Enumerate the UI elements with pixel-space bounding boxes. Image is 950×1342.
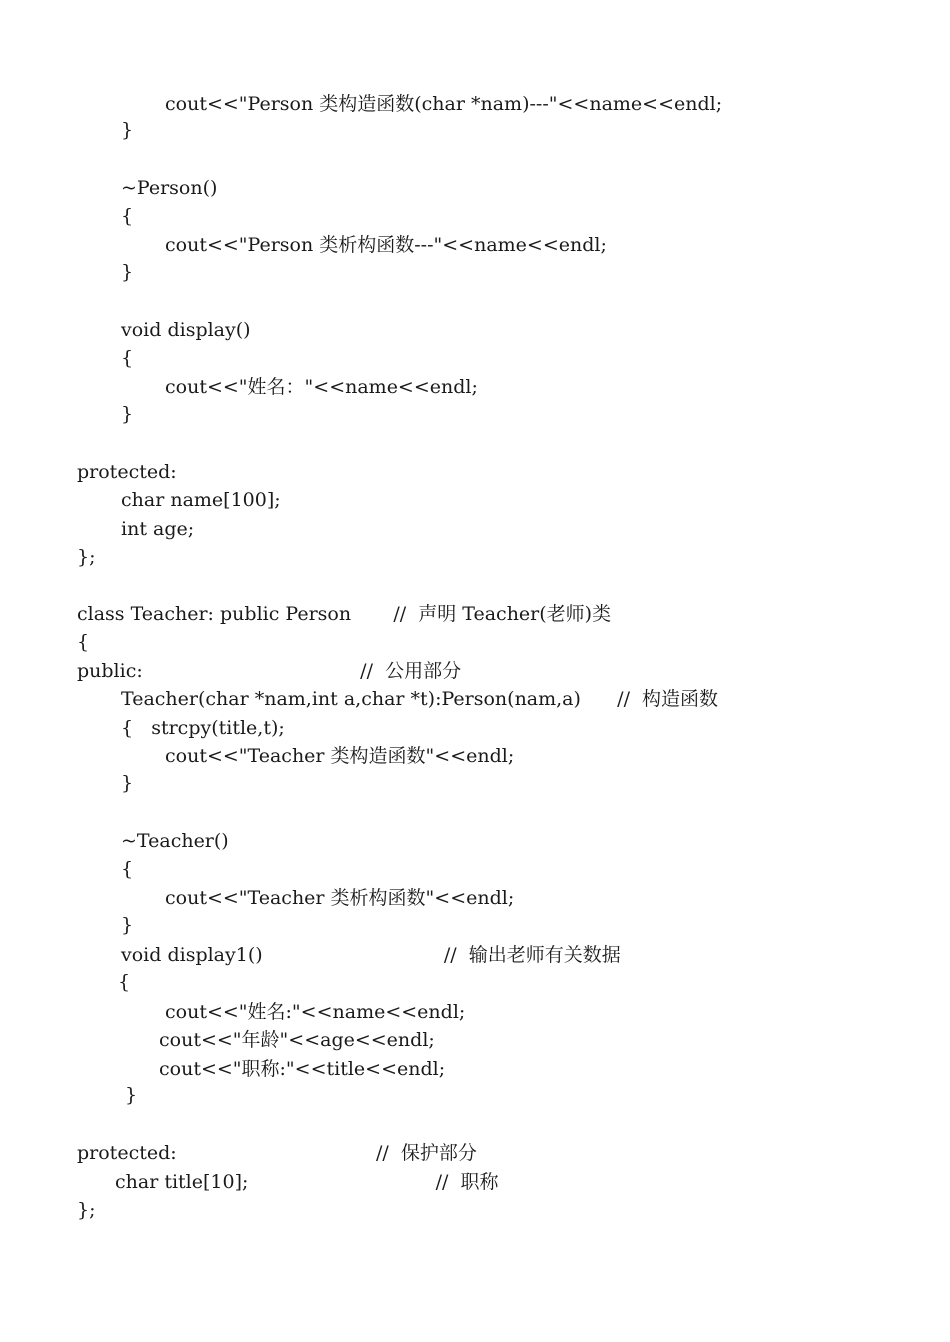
code-line: char name[100]; (121, 489, 281, 511)
code-line: Teacher(char *nam,int a,char *t):Person(nam,a) // 构造函数 (121, 688, 719, 710)
code-line: { (118, 971, 131, 993)
code-line: { (121, 347, 134, 369)
code-line: char title[10]; // 职称 (115, 1171, 499, 1193)
code-line: cout<<"Person 类构造函数(char *nam)---"<<name<<endl; (165, 93, 723, 115)
code-line: ~Teacher() (121, 830, 229, 852)
code-line: protected: (77, 461, 177, 483)
code-line: cout<<"Teacher 类构造函数"<<endl; (165, 745, 515, 767)
code-line: cout<<"Person 类析构函数---"<<name<<endl; (165, 234, 607, 256)
code-line: cout<<"年龄"<<age<<endl; (159, 1029, 435, 1051)
code-line: void display() (121, 319, 251, 341)
code-line: { (77, 631, 90, 653)
code-line: } (121, 403, 134, 425)
code-line: }; (77, 1199, 96, 1221)
code-line: { (121, 858, 134, 880)
code-line: cout<<"姓名："<<name<<endl; (165, 376, 478, 398)
code-line: void display1() // 输出老师有关数据 (121, 944, 621, 966)
code-line: protected: // 保护部分 (77, 1142, 477, 1164)
code-line: class Teacher: public Person // 声明 Teacher(老师)类 (77, 603, 612, 625)
code-line: ~Person() (121, 177, 218, 199)
code-line: int age; (121, 518, 195, 540)
code-line: cout<<"Teacher 类析构函数"<<endl; (165, 887, 515, 909)
code-line: { strcpy(title,t); (121, 717, 285, 739)
code-line: } (121, 914, 134, 936)
code-line: } (125, 1084, 138, 1106)
code-line: } (121, 119, 134, 141)
code-line: } (121, 261, 134, 283)
code-line: public: // 公用部分 (77, 660, 462, 682)
code-line: { (121, 205, 134, 227)
code-line: } (121, 772, 134, 794)
code-line: cout<<"职称:"<<title<<endl; (159, 1058, 446, 1080)
code-line: cout<<"姓名:"<<name<<endl; (165, 1001, 466, 1023)
code-line: }; (77, 546, 96, 568)
